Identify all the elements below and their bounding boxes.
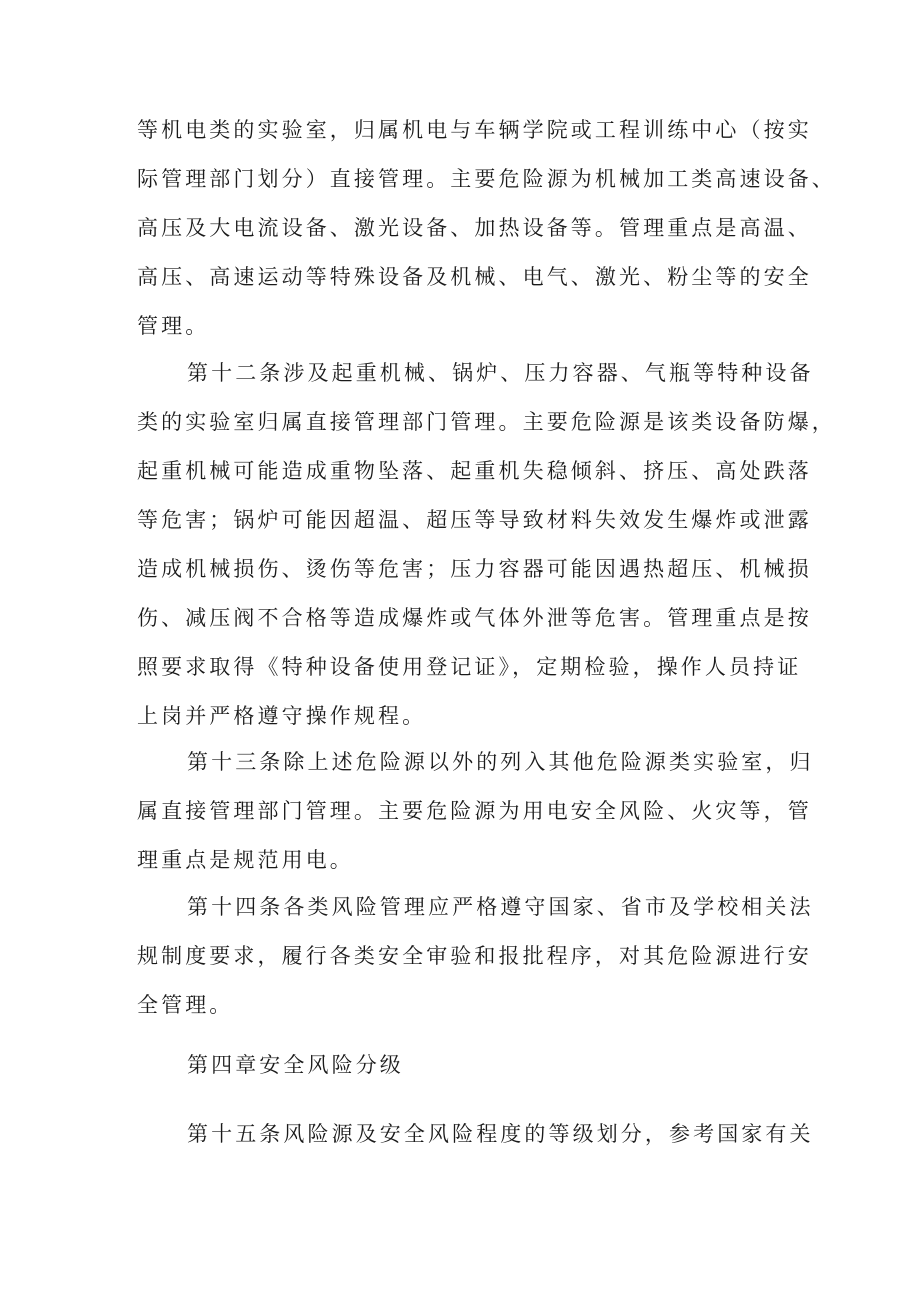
paragraph-2-line-3: 起重机械可能造成重物坠落、起重机失稳倾斜、挤压、高处跌落 bbox=[137, 459, 812, 483]
paragraph-1-line-2: 际管理部门划分）直接管理。主要危险源为机械加工类高速设备、 bbox=[137, 167, 836, 191]
paragraph-2-line-8: 上岗并严格遵守操作规程。 bbox=[137, 704, 427, 728]
paragraph-2-line-1: 第十二条涉及起重机械、锅炉、压力容器、气瓶等特种设备 bbox=[187, 361, 814, 385]
paragraph-3-line-2: 属直接管理部门管理。主要危险源为用电安全风险、火灾等，管 bbox=[137, 799, 812, 823]
paragraph-4-line-3: 全管理。 bbox=[137, 993, 234, 1017]
paragraph-1-line-1: 等机电类的实验室，归属机电与车辆学院或工程训练中心（按实 bbox=[137, 118, 812, 142]
paragraph-1-line-4: 高压、高速运动等特殊设备及机械、电气、激光、粉尘等的安全 bbox=[137, 265, 812, 289]
paragraph-2-line-5: 造成机械损伤、烫伤等危害；压力容器可能因遇热超压、机械损 bbox=[137, 557, 812, 581]
paragraph-5-line-1: 第十五条风险源及安全风险程度的等级划分，参考国家有关 bbox=[187, 1122, 814, 1146]
chapter-heading: 第四章安全风险分级 bbox=[187, 1053, 404, 1077]
paragraph-2-line-7: 照要求取得《特种设备使用登记证》，定期检验，操作人员持证 bbox=[137, 655, 802, 679]
paragraph-2-line-2: 类的实验室归属直接管理部门管理。主要危险源是该类设备防爆， bbox=[137, 410, 836, 434]
paragraph-2-line-6: 伤、减压阀不合格等造成爆炸或气体外泄等危害。管理重点是按 bbox=[137, 606, 812, 630]
paragraph-4-line-1: 第十四条各类风险管理应严格遵守国家、省市及学校相关法 bbox=[187, 895, 814, 919]
paragraph-3-line-3: 理重点是规范用电。 bbox=[137, 848, 354, 872]
paragraph-1-line-3: 高压及大电流设备、激光设备、加热设备等。管理重点是高温、 bbox=[137, 216, 812, 240]
paragraph-3-line-1: 第十三条除上述危险源以外的列入其他危险源类实验室，归 bbox=[187, 750, 814, 774]
paragraph-2-line-4: 等危害；锅炉可能因超温、超压等导致材料失效发生爆炸或泄露 bbox=[137, 508, 812, 532]
paragraph-1-line-5: 管理。 bbox=[137, 314, 210, 338]
paragraph-4-line-2: 规制度要求，履行各类安全审验和报批程序，对其危险源进行安 bbox=[137, 944, 812, 968]
